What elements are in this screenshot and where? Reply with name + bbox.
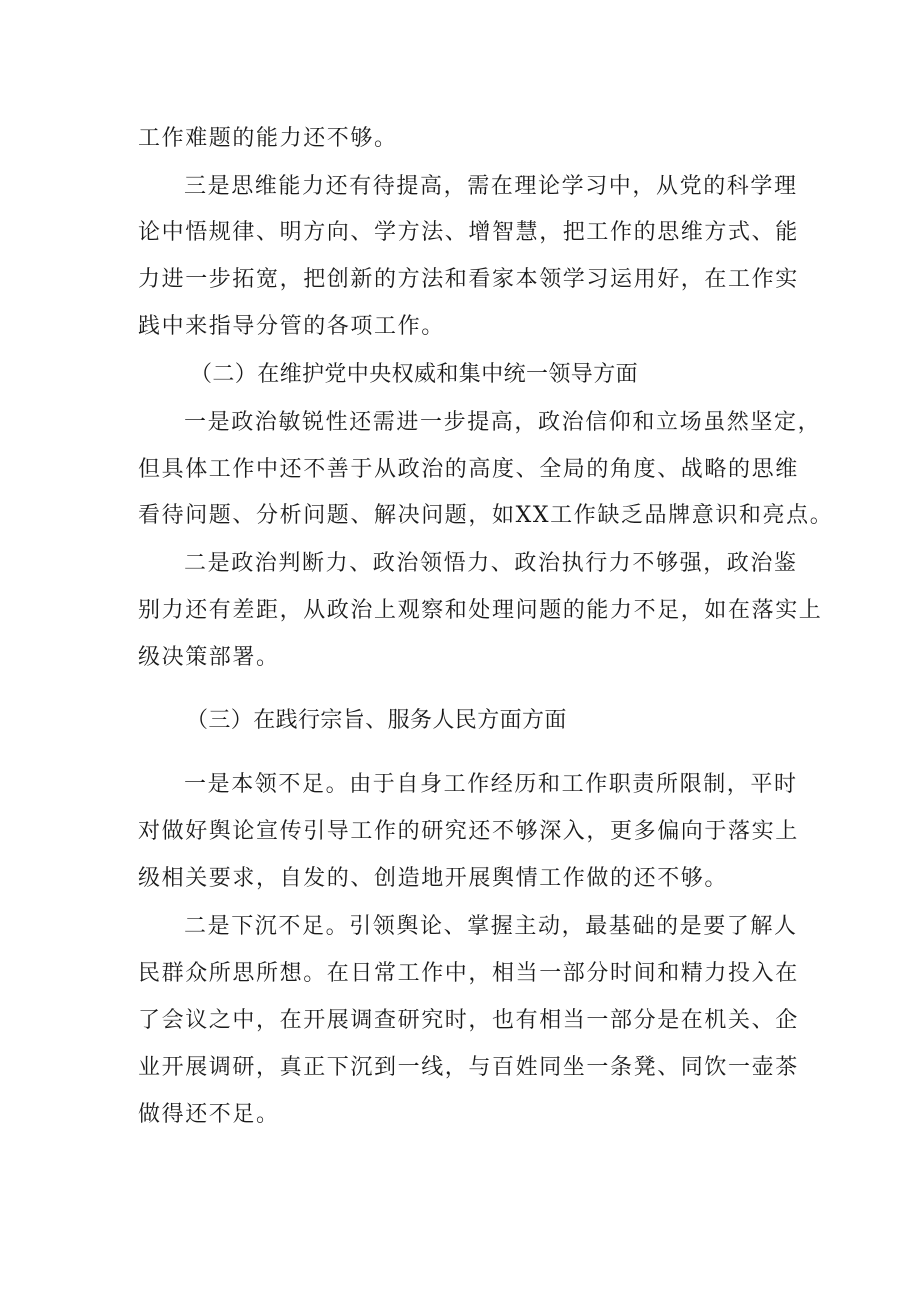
paragraph-line: 二是政治判断力、政治领悟力、政治执行力不够强，政治鉴	[184, 551, 798, 576]
paragraph-line: 级决策部署。	[138, 645, 280, 670]
section-heading: （二）在维护党中央权威和集中统一领导方面	[190, 362, 639, 387]
section-heading: （三）在践行宗旨、服务人民方面方面	[186, 708, 567, 733]
paragraph-line: 践中来指导分管的各项工作。	[138, 314, 445, 339]
paragraph-line: 民群众所思所想。在日常工作中，相当一部分时间和精力投入在	[138, 961, 799, 986]
paragraph-line: 级相关要求，自发的、创造地开展舆情工作做的还不够。	[138, 866, 729, 891]
paragraph-line: 了会议之中，在开展调查研究时，也有相当一部分是在机关、企	[138, 1008, 799, 1033]
paragraph-line: 三是思维能力还有待提高，需在理论学习中，从党的科学理	[184, 174, 798, 199]
paragraph-line: 别力还有差距，从政治上观察和处理问题的能力不足，如在落实上	[138, 598, 823, 623]
paragraph-line: 看待问题、分析问题、解决问题，如XX工作缺乏品牌意识和亮点。	[138, 503, 834, 528]
paragraph-line: 业开展调研，真正下沉到一线，与百姓同坐一条凳、同饮一壶茶	[138, 1055, 799, 1080]
paragraph-line: 一是政治敏锐性还需进一步提高，政治信仰和立场虽然坚定，	[184, 410, 822, 435]
paragraph-line: 做得还不足。	[138, 1102, 280, 1127]
paragraph-line: 论中悟规律、明方向、学方法、增智慧，把工作的思维方式、能	[138, 220, 799, 245]
paragraph-line: 对做好舆论宣传引导工作的研究还不够深入，更多偏向于落实上	[138, 819, 799, 844]
paragraph-line: 二是下沉不足。引领舆论、掌握主动，最基础的是要了解人	[184, 914, 798, 939]
paragraph-line: 一是本领不足。由于自身工作经历和工作职责所限制，平时	[184, 772, 798, 797]
paragraph-line: 力进一步拓宽，把创新的方法和看家本领学习运用好，在工作实	[138, 267, 799, 292]
paragraph-line: 工作难题的能力还不够。	[138, 126, 398, 151]
paragraph-line: 但具体工作中还不善于从政治的高度、全局的角度、战略的思维	[138, 457, 799, 482]
